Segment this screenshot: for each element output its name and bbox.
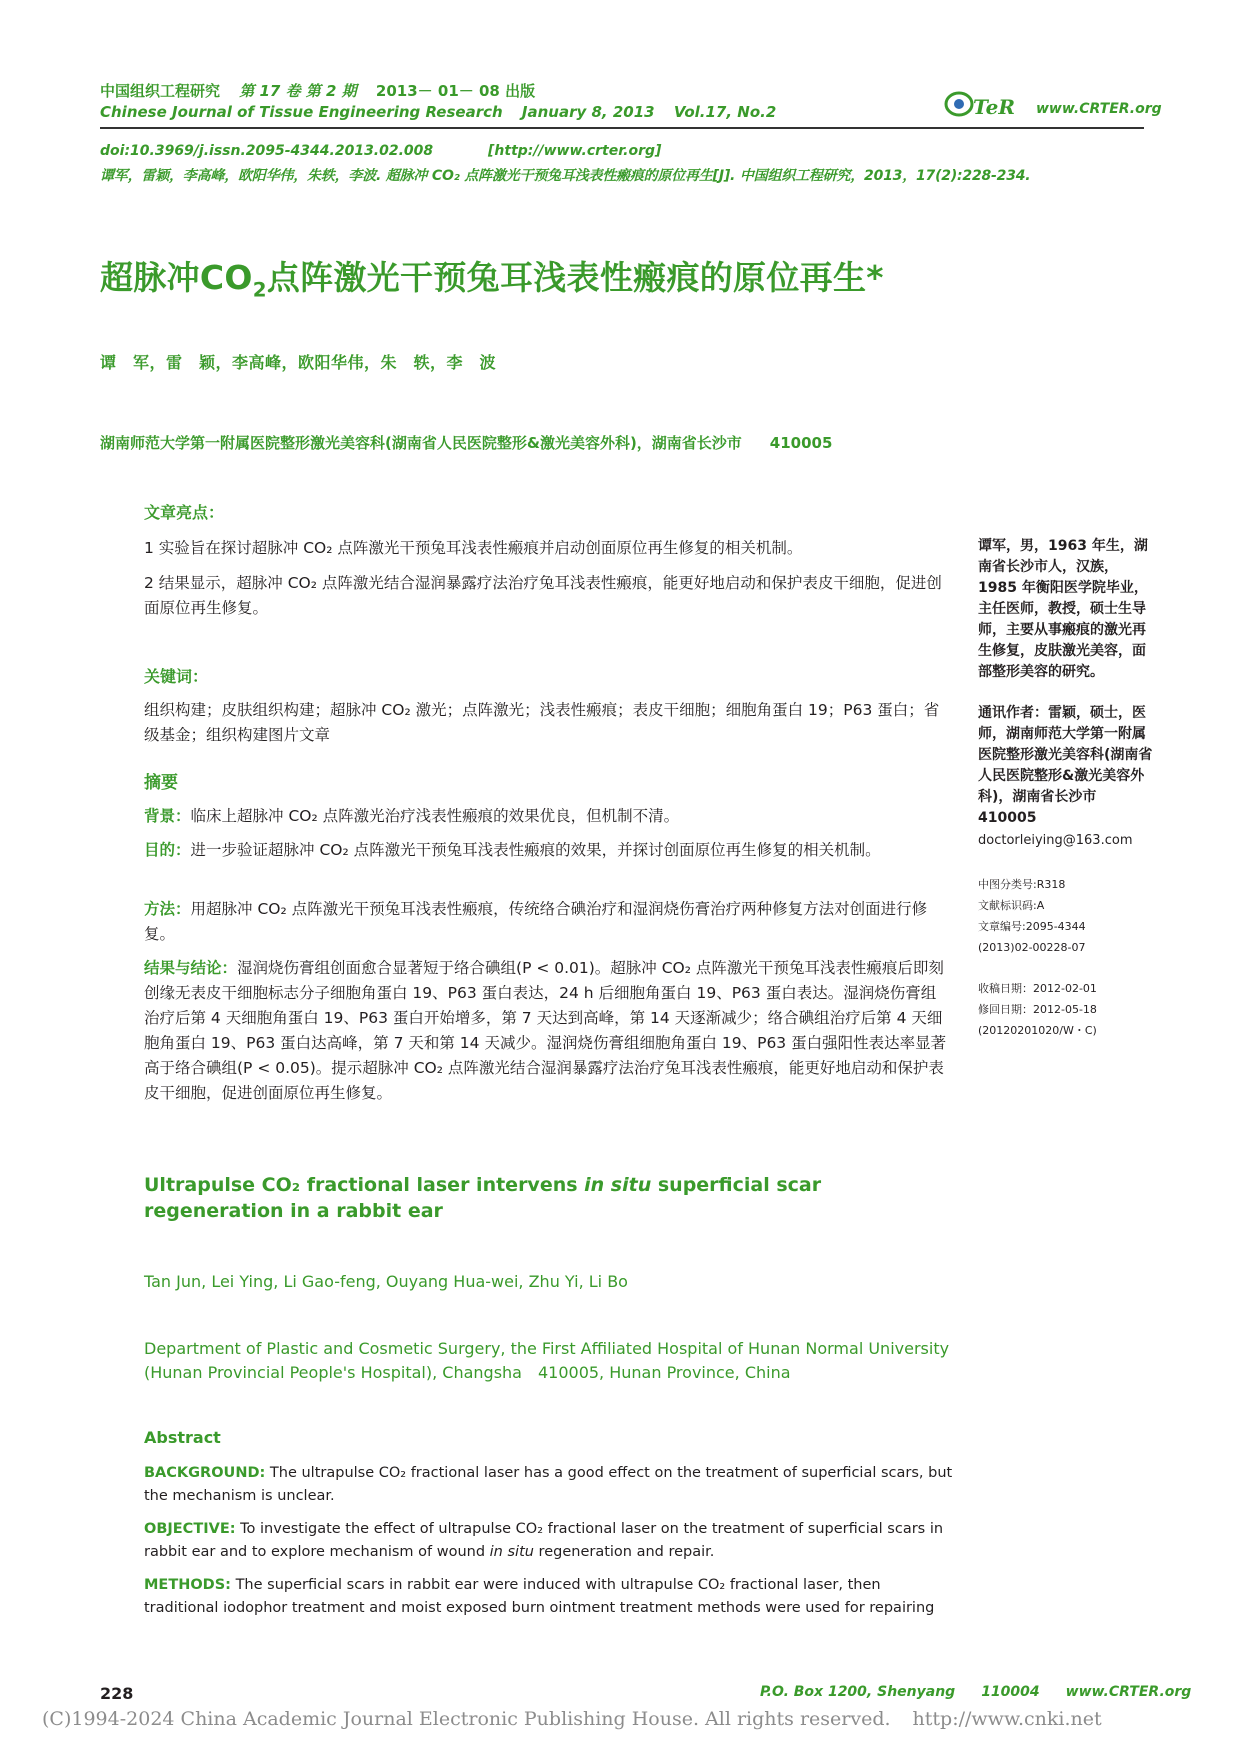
footer-url[interactable]: www.CRTER.org [1065, 1684, 1192, 1700]
abstract-cn-methods [144, 897, 949, 947]
citation: 谭军，雷颖，李高峰，欧阳华伟，朱轶，李波. 超脉冲 CO₂ 点阵激光干预兔耳浅表性瘢痕的原位再生[J]. 中国组织工程研究，2013，17(2):228-234. [100, 168, 1031, 184]
abstract-cn-heading: 摘要 [144, 773, 178, 793]
english-background-text: The ultrapulse CO₂ fractional laser has a good effect on the treatment of superficial scars, but the mechanism is unclear. [144, 1465, 953, 1504]
article-number: 文章编号:2095-4344 [978, 920, 1086, 933]
page-number: 228 [100, 1684, 134, 1703]
background-text: 临床上超脉冲 CO₂ 点阵激光治疗浅表性瘢痕的效果优良，但机制不清。 [190, 807, 680, 825]
objective-text: 进一步验证超脉冲 CO₂ 点阵激光干预兔耳浅表性瘢痕的效果，并探讨创面原位再生修复的相关机制。 [190, 841, 881, 859]
doi-url[interactable]: [http://www.crter.org] [488, 143, 662, 159]
copyright-text: (C)1994-2024 China Academic Journal Electronic Publishing House. All rights reserved. [42, 1708, 891, 1730]
issue-cn: 第 17 卷 第 2 期 [239, 82, 357, 100]
volume-en: Vol.17, No.2 [673, 103, 777, 121]
corresponding-author: 通讯作者：雷颖，硕士，医师，湖南师范大学第一附属医院整形激光美容科(湖南省人民医院整形&激光美容外科)，湖南省长沙市 410005 [978, 705, 1153, 826]
affiliation-text: 湖南师范大学第一附属医院整形激光美容科(湖南省人民医院整形&激光美容外科)，湖南省长沙市 [100, 434, 742, 452]
english-objective-label: OBJECTIVE: [144, 1521, 236, 1537]
article-number-2: (2013)02-00228-07 [978, 941, 1086, 954]
date-cn: 2013－ 01－ 08 出版 [375, 82, 536, 100]
english-methods-text: The superficial scars in rabbit ear were induced with ultrapulse CO₂ fractional laser, then traditional iodophor treatment and moist exposed burn ointment treatment methods were used for repairing [144, 1577, 935, 1616]
header-divider [100, 127, 1144, 129]
english-objective-italic: in situ [489, 1544, 534, 1560]
background-label: 背景： [144, 807, 191, 825]
date-en: January 8, 2013 [521, 103, 655, 121]
copyright-url[interactable]: http://www.cnki.net [912, 1708, 1102, 1730]
english-affiliation-line1: Department of Plastic and Cosmetic Surgery, the First Affiliated Hospital of Hunan Normal University [144, 1339, 950, 1358]
revised-date: 修回日期：2012-05-18 [978, 1003, 1097, 1016]
doi-line [100, 143, 711, 159]
english-title-post: superficial scar regeneration in a rabbit ear [144, 1174, 822, 1222]
english-methods [144, 1574, 954, 1620]
header-url[interactable]: www.CRTER.org [1036, 101, 1162, 117]
page-title: 超脉冲$CO_2$点阵激光干预兔耳浅表性瘢痕的原位再生* [100, 258, 884, 302]
affiliation-zip: 410005 [769, 434, 833, 452]
highlights-heading: 文章亮点： [144, 503, 225, 522]
journal-header-en [100, 103, 790, 121]
english-authors: Tan Jun, Lei Ying, Li Gao-feng, Ouyang Hua-wei, Zhu Yi, Li Bo [144, 1272, 628, 1291]
keywords-text: 组织构建；皮肤组织构建；超脉冲 CO₂ 激光；点阵激光；浅表性瘢痕；表皮干细胞；细胞角蛋白 19；P63 蛋白；省级基金；组织构建图片文章 [144, 701, 940, 744]
crter-logo [943, 84, 1043, 120]
results-text: 湿润烧伤膏组创面愈合显著短于络合碘组(P < 0.01)。超脉冲 CO₂ 点阵激光干预兔耳浅表性瘢痕后即刻创缘无表皮干细胞标志分子细胞角蛋白 19、P63 蛋白表达，24 h 后细胞角蛋白 19、P63 蛋白表达。湿润烧伤膏组治疗后第 4 天细胞角蛋白 19、P63 蛋白开始增多，第 7 天达到高峰，第 14 天逐渐减少；络合碘组治疗后第 4 天细胞角蛋白 19、P63 蛋白达高峰，第 7 天和第 14 天减少。湿润烧伤膏组细胞角蛋白 19、P63 蛋白强阳性表达率显著高于络合碘组(P < 0.05)。提示超脉冲 CO₂ 点阵激光结合湿润暴露疗法治疗兔耳浅表性瘢痕，能更好地启动和保护表皮干细胞，促进创面原位再生修复。 [144, 959, 947, 1102]
methods-text: 用超脉冲 CO₂ 点阵激光干预兔耳浅表性瘢痕，传统络合碘治疗和湿润烧伤膏治疗两种修复方法对创面进行修复。 [144, 900, 928, 943]
journal-header-cn [100, 80, 549, 101]
footer-zip: 110004 [981, 1684, 1040, 1700]
english-title [144, 1172, 964, 1224]
abstract-cn-objective [144, 838, 949, 863]
results-label: 结果与结论： [144, 959, 238, 977]
document-code: 文献标识码:A [978, 899, 1045, 912]
english-objective [144, 1518, 954, 1564]
english-background-label: BACKGROUND: [144, 1465, 266, 1481]
corresponding-email[interactable]: doctorleiying@163.com [978, 833, 1133, 848]
english-affiliation-line2: (Hunan Provincial People's Hospital), Changsha 410005, Hunan Province, China [144, 1363, 791, 1382]
english-objective-text-pre: To investigate the effect of ultrapulse CO₂ fractional laser on the treatment of superficial scars in rabbit ear and to explore mechanism of wound [144, 1521, 944, 1560]
abstract-cn-background [144, 804, 949, 829]
footer-box: P.O. Box 1200, Shenyang [760, 1684, 956, 1700]
methods-label: 方法： [144, 900, 191, 918]
affiliation-cn [100, 432, 832, 453]
english-affiliation [144, 1337, 964, 1385]
footer-address [760, 1684, 1191, 1700]
english-objective-text-post: regeneration and repair. [533, 1544, 715, 1560]
english-methods-label: METHODS: [144, 1577, 231, 1593]
doi[interactable]: doi:10.3969/j.issn.2095-4344.2013.02.008 [100, 143, 434, 159]
english-title-italic: in situ [584, 1174, 652, 1196]
svg-text:TeR: TeR [973, 95, 1015, 119]
copyright-notice [42, 1708, 1102, 1730]
highlight-1: 1 实验旨在探讨超脉冲 CO₂ 点阵激光干预兔耳浅表性瘢痕并启动创面原位再生修复的相关机制。 [144, 539, 803, 557]
abstract-cn-results [144, 956, 949, 1106]
authors-cn: 谭 军，雷 颖，李高峰，欧阳华伟，朱 轶，李 波 [100, 353, 497, 372]
journal-name-cn: 中国组织工程研究 [100, 82, 221, 100]
english-title-pre: Ultrapulse CO₂ fractional laser intervens [144, 1174, 585, 1196]
class-number: 中图分类号:R318 [978, 878, 1066, 891]
english-abstract-heading: Abstract [144, 1428, 221, 1447]
keywords-heading: 关键词： [144, 667, 209, 686]
journal-name-en: Chinese Journal of Tissue Engineering Research [100, 103, 503, 121]
objective-label: 目的： [144, 841, 191, 859]
received-date: 收稿日期：2012-02-01 [978, 982, 1097, 995]
author-bio: 谭军，男，1963 年生，湖南省长沙市人，汉族，1985 年衡阳医学院毕业，主任医师，教授，硕士生导师，主要从事瘢痕的激光再生修复，皮肤激光美容，面部整形美容的研究。 [978, 538, 1148, 680]
highlight-2: 2 结果显示，超脉冲 CO₂ 点阵激光结合湿润暴露疗法治疗兔耳浅表性瘢痕，能更好地启动和保护表皮干细胞，促进创面原位再生修复。 [144, 574, 942, 617]
english-background [144, 1462, 954, 1508]
reference-number: (20120201020/W・C) [978, 1024, 1097, 1037]
